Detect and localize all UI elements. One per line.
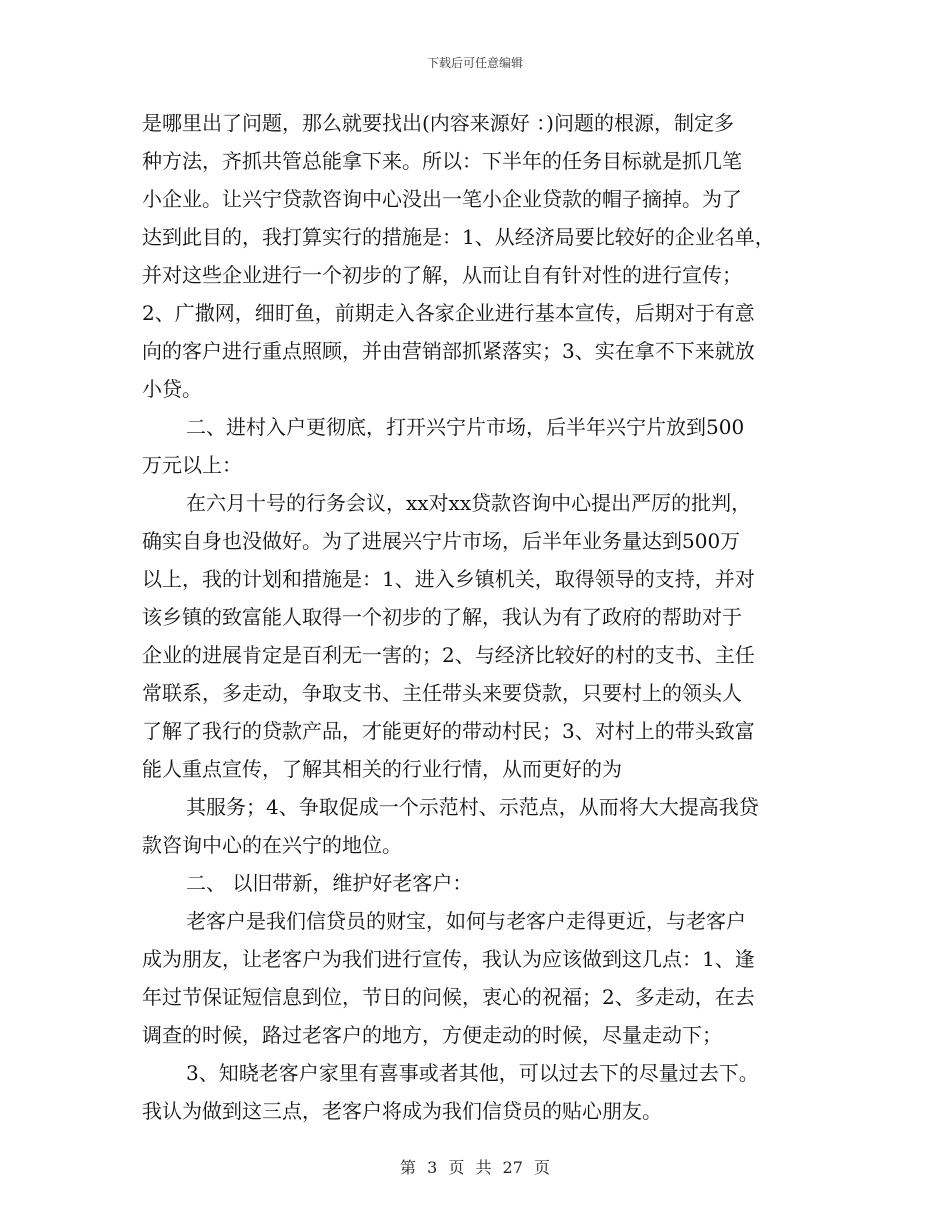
page-number: 第 3 页 共 27 页 bbox=[400, 1158, 550, 1177]
text-line: 成为朋友，让老客户为我们进行宣传，我认为应该做到这几点：1、逢 bbox=[142, 947, 755, 971]
text-line: 达到此目的，我打算实行的措施是：1、从经济局要比较好的企业名单， bbox=[142, 225, 775, 249]
text-line: 我认为做到这三点，老客户将成为我们信贷员的贴心朋友。 bbox=[142, 1099, 662, 1123]
text-line: 在六月十号的行务会议，xx对xx贷款咨询中心提出严厉的批判， bbox=[186, 491, 752, 515]
text-line: 该乡镇的致富能人取得一个初步的了解，我认为有了政府的帮助对于 bbox=[142, 605, 742, 629]
section-heading: 二、进村入户更彻底，打开兴宁片市场，后半年兴宁片放到500 bbox=[186, 415, 745, 439]
text-line: 向的客户进行重点照顾，并由营销部抓紧落实；3、实在拿不下来就放 bbox=[142, 339, 755, 363]
text-line: 以上，我的计划和措施是：1、进入乡镇机关，取得领导的支持，并对 bbox=[142, 567, 755, 591]
text-line: 是哪里出了问题，那么就要找出(内容来源好 ：)问题的根源，制定多 bbox=[142, 111, 734, 135]
text-line: 了解了我行的贷款产品，才能更好的带动村民；3、对村上的带头致富 bbox=[142, 719, 755, 743]
text-line: 万元以上： bbox=[142, 453, 242, 477]
text-line: 年过节保证短信息到位，节日的问候，衷心的祝福；2、多走动，在去 bbox=[142, 985, 755, 1009]
text-line: 2、广撒网，细盯鱼，前期走入各家企业进行基本宣传，后期对于有意 bbox=[142, 301, 755, 325]
text-line: 其服务；4、争取促成一个示范村、示范点，从而将大大提高我贷 bbox=[186, 795, 759, 819]
text-line: 小贷。 bbox=[142, 377, 202, 401]
text-line: 并对这些企业进行一个初步的了解，从而让自有针对性的进行宣传； bbox=[142, 263, 742, 287]
text-line: 小企业。让兴宁贷款咨询中心没出一笔小企业贷款的帽子摘掉。为了 bbox=[142, 187, 742, 211]
text-line: 企业的进展肯定是百利无一害的；2、与经济比较好的村的支书、主任 bbox=[142, 643, 755, 667]
section-heading: 二、 以旧带新，维护好老客户： bbox=[186, 871, 473, 895]
text-line: 能人重点宣传，了解其相关的行业行情，从而更好的为 bbox=[142, 757, 622, 781]
text-line: 种方法，齐抓共管总能拿下来。所以：下半年的任务目标就是抓几笔 bbox=[142, 149, 742, 173]
page-header: 下载后可任意编辑 bbox=[426, 56, 523, 70]
text-line: 3、知晓老客户家里有喜事或者其他，可以过去下的尽量过去下。 bbox=[186, 1061, 759, 1085]
text-line: 确实自身也没做好。为了进展兴宁片市场，后半年业务量达到500万 bbox=[142, 529, 741, 553]
text-line: 调查的时候，路过老客户的地方，方便走动的时候，尽量走动下； bbox=[142, 1023, 722, 1047]
document-body bbox=[142, 104, 814, 1130]
text-line: 老客户是我们信贷员的财宝，如何与老客户走得更近，与老客户 bbox=[186, 909, 746, 933]
text-line: 常联系，多走动，争取支书、主任带头来要贷款，只要村上的领头人 bbox=[142, 681, 742, 705]
text-line: 款咨询中心的在兴宁的地位。 bbox=[142, 833, 402, 857]
